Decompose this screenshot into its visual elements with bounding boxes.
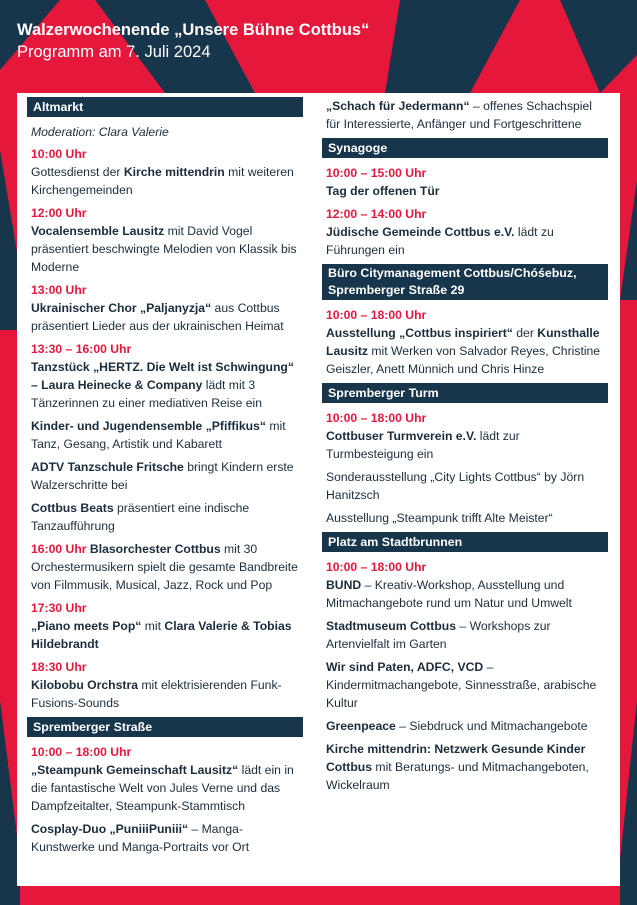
entry-text: der	[512, 326, 538, 340]
moderation-note: Moderation: Clara Valerie	[31, 125, 169, 139]
entry-organizer: Kunsthalle Lausitz	[326, 326, 600, 358]
entry-text: – Kreativ-Workshop, Ausstellung und Mitmachangebote rund um Natur und Umwelt	[326, 578, 572, 610]
program-entry	[31, 458, 303, 494]
section-header-spremberger-strasse: Spremberger Straße	[27, 717, 303, 737]
entry-time: 12:00 – 14:00 Uhr	[326, 207, 427, 221]
program-entry	[31, 204, 303, 276]
page-title: Walzerwochenende „Unsere Bühne Cottbus“	[17, 21, 370, 39]
section-header-altmarkt: Altmarkt	[27, 97, 303, 117]
entry-organizer: Cottbuser Turmverein e.V.	[326, 429, 477, 443]
entry-text: lädt ein in die fantastische Welt von Jules Verne und das Dampfzeitalter, Steampunk-Stammtisch	[31, 763, 294, 813]
section-title-line: Büro Citymanagement Cottbus/Chóśebuz,	[328, 266, 577, 280]
entry-text: präsentiert eine indische Tanzaufführung	[31, 501, 250, 533]
entry-time: 16:00 Uhr	[31, 542, 87, 556]
program-entry	[326, 558, 608, 612]
program-entry	[326, 409, 608, 463]
section-header-buero-citymanagement	[322, 264, 608, 300]
entry-text: – Workshops zur Artenvielfalt im Garten	[326, 619, 551, 651]
entry-text: mit elektrisierenden Funk-Fusions-Sounds	[31, 678, 282, 710]
entry-organizer: Ukrainischer Chor „Paljanyzja“	[31, 301, 212, 315]
entry-text: – Manga-Kunstwerke und Manga-Portraits vor Ort	[31, 822, 250, 854]
entry-organizer: „Piano meets Pop“	[31, 619, 142, 633]
entry-text: lädt zur Turmbesteigung ein	[326, 429, 520, 461]
entry-text: lädt zu Führungen ein	[326, 225, 554, 257]
entry-text: – offenes Schachspiel für Interessierte, Anfänger und Fortgeschrittene	[326, 99, 593, 131]
entry-time: 13:30 – 16:00 Uhr	[31, 342, 132, 356]
section-header-platz-am-stadtbrunnen: Platz am Stadtbrunnen	[322, 532, 608, 552]
entry-organizer: Tanzstück „HERTZ. Die Welt ist Schwingung“ – Laura Heinecke & Company	[31, 360, 294, 392]
section-title-line: Spremberger Straße 29	[328, 283, 465, 297]
entry-text: aus Cottbus präsentiert Lieder aus der ukrainischen Heimat	[31, 301, 284, 333]
entry-text: mit David Vogel präsentiert beschwingte Melodien von Klassik bis Moderne	[31, 224, 297, 274]
entry-text: – Siebdruck und Mitmachangebote	[395, 719, 588, 733]
entry-organizer: Cosplay-Duo „PuniiiPuniii“	[31, 822, 189, 836]
entry-organizer: Clara Valerie & Tobias Hildebrandt	[31, 619, 292, 651]
entry-organizer: Wir sind Paten, ADFC, VCD	[326, 660, 484, 674]
entry-organizer: BUND	[326, 578, 362, 592]
entry-time: 18:30 Uhr	[31, 660, 87, 674]
entry-organizer: ADTV Tanzschule Fritsche	[31, 460, 184, 474]
entry-text: mit	[141, 619, 165, 633]
program-entry	[31, 340, 303, 412]
entry-organizer: Greenpeace	[326, 719, 396, 733]
entry-time: 13:00 Uhr	[31, 283, 87, 297]
program-entry	[326, 164, 608, 200]
program-entry	[31, 145, 303, 199]
entry-organizer: „Schach für Jedermann“	[326, 99, 470, 113]
entry-time: 10:00 – 18:00 Uhr	[31, 745, 132, 759]
entry-time: 10:00 – 18:00 Uhr	[326, 308, 427, 322]
program-entry	[31, 658, 303, 712]
program-entry	[326, 658, 608, 712]
entry-organizer: Tag der offenen Tür	[326, 184, 440, 198]
program-entry	[31, 281, 303, 335]
entry-time: 10:00 – 18:00 Uhr	[326, 411, 427, 425]
program-entry	[326, 740, 608, 794]
entry-time: 12:00 Uhr	[31, 206, 87, 220]
entry-organizer: Stadtmuseum Cottbus	[326, 619, 457, 633]
entry-text: Sonderausstellung „City Lights Cottbus“ by Jörn Hanitzsch	[326, 470, 585, 502]
entry-time: 17:30 Uhr	[31, 601, 87, 615]
right-column	[322, 97, 608, 799]
entry-organizer: Kirche mittendrin: Netzwerk Gesunde Kinder Cottbus	[326, 742, 586, 774]
program-entry	[326, 468, 608, 504]
entry-text: mit weiteren Kirchengemeinden	[31, 165, 294, 197]
entry-text: bringt Kindern erste Walzerschritte bei	[31, 460, 294, 492]
entry-time: 10:00 – 15:00 Uhr	[326, 166, 427, 180]
section-header-synagoge: Synagoge	[322, 138, 608, 158]
program-entry	[31, 599, 303, 653]
entry-organizer: Kinder- und Jugendensemble „Pfiffikus“	[31, 419, 266, 433]
entry-organizer: Blasorchester Cottbus	[86, 542, 221, 556]
left-column	[27, 97, 303, 861]
entry-organizer: Kilobobu Orchstra	[31, 678, 138, 692]
entry-time: 10:00 Uhr	[31, 147, 87, 161]
program-entry	[31, 499, 303, 535]
entry-text: – Kindermitmachangebote, Sinnesstraße, arabische Kultur	[326, 660, 597, 710]
entry-text: mit Werken von Salvador Reyes, Christine Geiszler, Anett Münnich und Chris Hinze	[326, 344, 601, 376]
section-header-spremberger-turm: Spremberger Turm	[322, 383, 608, 403]
entry-time: 10:00 – 18:00 Uhr	[326, 560, 427, 574]
program-entry	[31, 743, 303, 815]
entry-text: lädt mit 3 Tänzerinnen zu einer mediativen Reise ein	[31, 378, 263, 410]
program-entry	[326, 97, 608, 133]
entry-text: mit Tanz, Gesang, Artistik und Kabarett	[31, 419, 286, 451]
entry-text: mit Beratungs- und Mitmachangeboten, Wickelraum	[326, 760, 589, 792]
entry-organizer: Cottbus Beats	[31, 501, 114, 515]
entry-text: mit 30 Orchestermusikern spielt die gesamte Bandbreite von Filmmusik, Musical, Jazz, Rock und Pop	[31, 542, 298, 592]
program-entry	[326, 205, 608, 259]
program-entry	[326, 306, 608, 378]
program-entry	[31, 417, 303, 453]
entry-organizer: Jüdische Gemeinde Cottbus e.V.	[326, 225, 515, 239]
header	[17, 20, 369, 63]
program-card	[17, 93, 620, 886]
entry-organizer: „Steampunk Gemeinschaft Lausitz“	[31, 763, 239, 777]
entry-organizer: Ausstellung „Cottbus inspiriert“	[326, 326, 513, 340]
page-subtitle: Programm am 7. Juli 2024	[17, 43, 211, 61]
entry-organizer: Vocalensemble Lausitz	[31, 224, 165, 238]
program-entry	[31, 540, 303, 594]
entry-text: Gottesdienst der	[31, 165, 124, 179]
entry-text: Ausstellung „Steampunk trifft Alte Meister“	[326, 511, 553, 525]
program-entry	[31, 820, 303, 856]
program-entry	[326, 717, 608, 735]
program-entry	[326, 509, 608, 527]
entry-organizer: Kirche mittendrin	[123, 165, 225, 179]
program-entry	[326, 617, 608, 653]
